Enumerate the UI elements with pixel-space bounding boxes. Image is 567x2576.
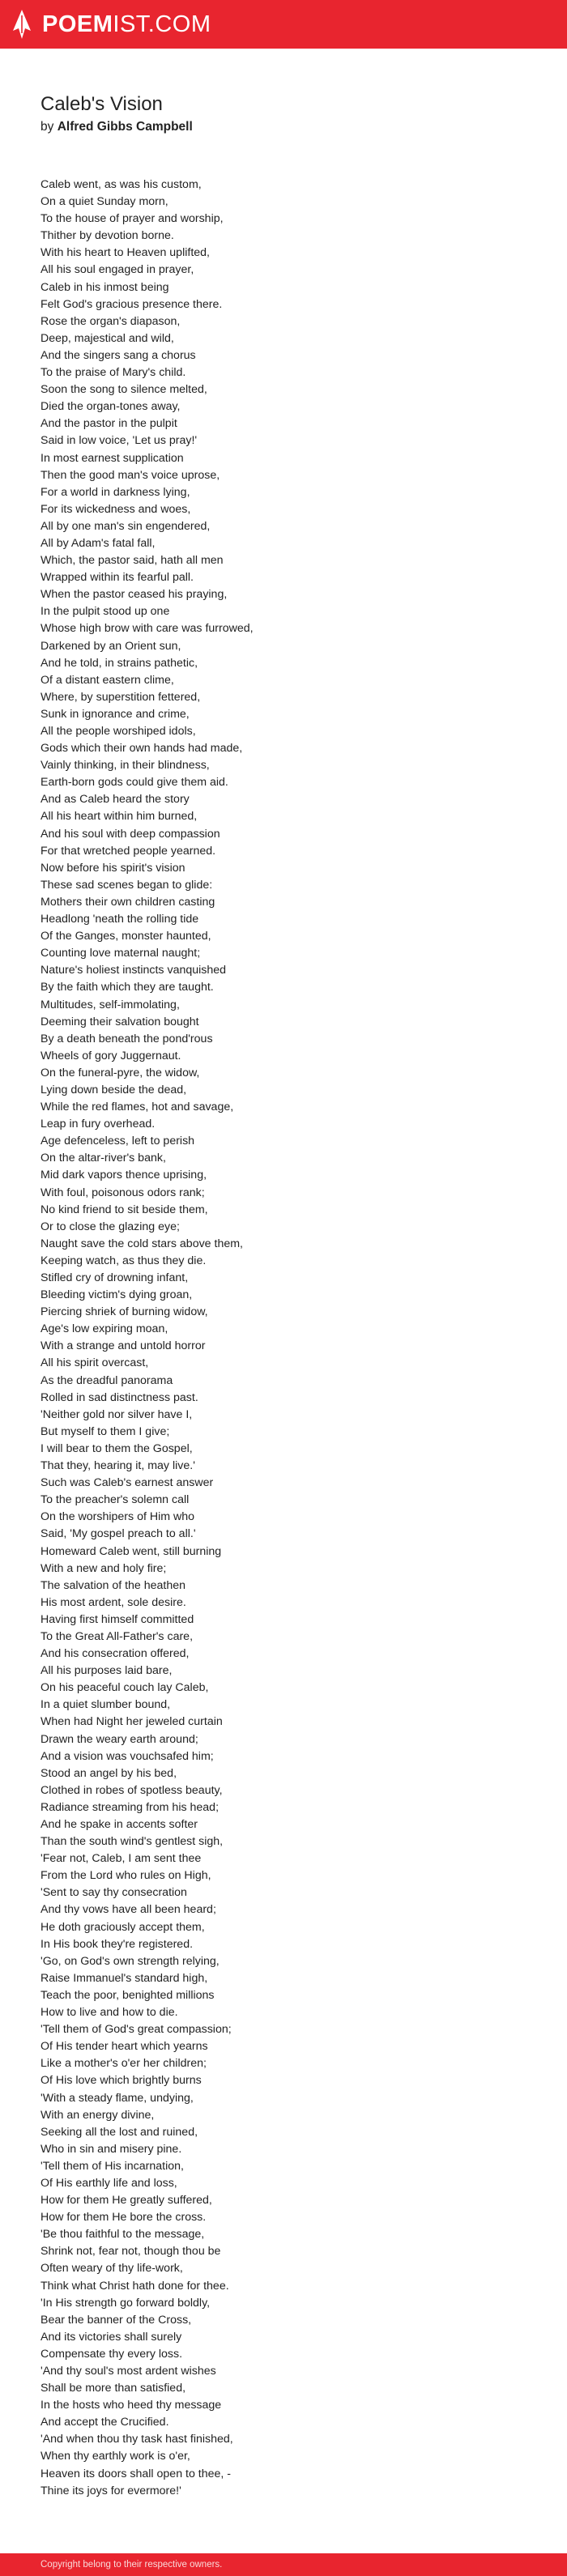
poem-line: For a world in darkness lying,: [40, 485, 190, 499]
poem-line: 'And thy soul's most ardent wishes: [40, 2365, 216, 2378]
poem-line: On the worshipers of Him who: [40, 1510, 195, 1524]
poem-line: Earth-born gods could give them aid.: [40, 776, 228, 790]
poem-line: Bleeding victim's dying groan,: [40, 1288, 193, 1302]
poem-line: Wheels of gory Juggernaut.: [40, 1049, 181, 1062]
poem-line: Piercing shriek of burning widow,: [40, 1305, 208, 1319]
poem-line: I will bear to them the Gospel,: [40, 1441, 193, 1455]
poem-line: Deep, majestical and wild,: [40, 331, 174, 345]
poem-line: All his purposes laid bare,: [40, 1664, 173, 1678]
poem-line: Caleb in his inmost being: [40, 280, 169, 294]
poem-line: Like a mother's o'er her children;: [40, 2057, 207, 2071]
poem-line: On his peaceful couch lay Caleb,: [40, 1681, 209, 1695]
poem-line: In the hosts who heed thy message: [40, 2399, 222, 2412]
poem-line: Compensate thy every loss.: [40, 2347, 183, 2361]
poem-line: Now before his spirit's vision: [40, 861, 185, 875]
poem-line: Multitudes, self-immolating,: [40, 998, 180, 1011]
poem-line: To the preacher's solemn call: [40, 1493, 190, 1507]
poem-line: How to live and how to die.: [40, 2006, 178, 2020]
poem-line: Age's low expiring moan,: [40, 1322, 168, 1336]
poem-line: For that wretched people yearned.: [40, 844, 216, 858]
poem-line: Leap in fury overhead.: [40, 1118, 156, 1131]
poem-line: Of His love which brightly burns: [40, 2074, 202, 2088]
poem-line: On the funeral-pyre, the widow,: [40, 1066, 200, 1079]
poem-line: Thine its joys for evermore!': [40, 2484, 181, 2497]
poem-line: 'Go, on God's own strength relying,: [40, 1954, 220, 1968]
poem-line: But myself to them I give;: [40, 1424, 170, 1438]
poem-line: Radiance streaming from his head;: [40, 1800, 220, 1814]
poem-line: Said in low voice, 'Let us pray!': [40, 434, 198, 448]
poem-line: Deeming their salvation bought: [40, 1015, 199, 1028]
poem-line: Who in sin and misery pine.: [40, 2142, 182, 2156]
poem-line: His most ardent, sole desire.: [40, 1595, 186, 1609]
poem-line: Nature's holiest instincts vanquished: [40, 964, 227, 977]
poem-line: Homeward Caleb went, still burning: [40, 1544, 222, 1558]
poem-line: No kind friend to sit beside them,: [40, 1203, 208, 1216]
poem-line: Whose high brow with care was furrowed,: [40, 622, 254, 636]
poem-line: All by one man's sin engendered,: [40, 519, 211, 533]
poem-line: For its wickedness and woes,: [40, 502, 191, 516]
poem-line: Keeping watch, as thus they die.: [40, 1254, 207, 1267]
poem-line: Sunk in ignorance and crime,: [40, 707, 190, 721]
poem-line: And its victories shall surely: [40, 2330, 182, 2344]
poem-line: Headlong 'neath the rolling tide: [40, 913, 199, 926]
poem-line: 'And when thou thy task hast finished,: [40, 2433, 233, 2446]
poem-line: Age defenceless, left to perish: [40, 1135, 195, 1148]
poem-line: Thither by devotion borne.: [40, 229, 174, 243]
poem-line: And he spake in accents softer: [40, 1818, 198, 1831]
author-link[interactable]: Alfred Gibbs Campbell: [57, 120, 193, 134]
poem-line: Than the south wind's gentlest sigh,: [40, 1835, 224, 1849]
poem-line: Rolled in sad distinctness past.: [40, 1390, 198, 1404]
poem-line: Caleb went, as was his custom,: [40, 178, 202, 191]
poem-line: And he told, in strains pathetic,: [40, 656, 198, 670]
poem-line: When the pastor ceased his praying,: [40, 588, 228, 602]
poem-line: Wrapped within its fearful pall.: [40, 571, 194, 585]
poem-line: Or to close the glazing eye;: [40, 1220, 180, 1233]
poem-line: While the red flames, hot and savage,: [40, 1101, 234, 1114]
poem-line: To the Great All-Father's care,: [40, 1629, 194, 1643]
poem-line: 'Be thou faithful to the message,: [40, 2228, 205, 2242]
poem-line: Shall be more than satisfied,: [40, 2382, 186, 2395]
poem-line: And accept the Crucified.: [40, 2416, 169, 2429]
poem-line: All his spirit overcast,: [40, 1356, 149, 1370]
poem-line: Which, the pastor said, hath all men: [40, 554, 224, 568]
poem-line: Said, 'My gospel preach to all.': [40, 1527, 196, 1541]
poem-line: In the pulpit stood up one: [40, 605, 170, 619]
poem-line: How for them He bore the cross.: [40, 2211, 207, 2225]
poem-line: Rose the organ's diapason,: [40, 314, 181, 328]
poem-line: Of His earthly life and loss,: [40, 2176, 177, 2190]
poem-line: With his heart to Heaven uplifted,: [40, 246, 210, 260]
poem-body: [40, 177, 526, 2500]
byline-prefix: by: [40, 120, 58, 134]
quill-pen-icon: [11, 9, 32, 40]
poem-line: By a death beneath the pond'rous: [40, 1032, 213, 1045]
poem-line: And his consecration offered,: [40, 1647, 190, 1661]
poem-line: 'With a steady flame, undying,: [40, 2091, 194, 2105]
poem-line: Lying down beside the dead,: [40, 1083, 187, 1096]
poem-line: Shrink not, fear not, though thou be: [40, 2245, 221, 2259]
poem-line: Of His tender heart which yearns: [40, 2040, 208, 2054]
logo-text-bold: POEM: [42, 11, 113, 37]
poem-line: Stood an angel by his bed,: [40, 1766, 177, 1780]
poem-line: With a new and holy fire;: [40, 1561, 167, 1575]
logo-text-rest: IST.COM: [113, 11, 211, 37]
poem-line: With an energy divine,: [40, 2108, 155, 2122]
site-footer: [0, 2553, 567, 2576]
poem-line: With foul, poisonous odors rank;: [40, 1186, 205, 1199]
poem-line: With a strange and untold horror: [40, 1339, 206, 1353]
poem-line: Of a distant eastern clime,: [40, 673, 174, 687]
poem-line: Then the good man's voice uprose,: [40, 468, 220, 482]
poem-line: All his heart within him burned,: [40, 810, 198, 824]
poem-line: And thy vows have all been heard;: [40, 1903, 216, 1917]
poem-line: Such was Caleb's earnest answer: [40, 1476, 214, 1490]
poem-line: And a vision was vouchsafed him;: [40, 1749, 214, 1763]
poem-line: Vainly thinking, in their blindness,: [40, 759, 210, 773]
poem-line: Darkened by an Orient sun,: [40, 639, 181, 653]
poem-line: Seeking all the lost and ruined,: [40, 2125, 198, 2139]
poem-line: From the Lord who rules on High,: [40, 1869, 211, 1883]
poem-line: Naught save the cold stars above them,: [40, 1237, 243, 1250]
poem-line: And the singers sang a chorus: [40, 348, 196, 362]
poem-line: 'Sent to say thy consecration: [40, 1886, 187, 1900]
poem-line: 'Neither gold nor silver have I,: [40, 1407, 193, 1421]
poem-line: Often weary of thy life-work,: [40, 2262, 183, 2276]
poem-line: Counting love maternal naught;: [40, 947, 201, 960]
copyright-text: Copyright belong to their respective owners.: [40, 2560, 223, 2570]
poem-line: Gods which their own hands had made,: [40, 742, 243, 756]
poem-line: Soon the song to silence melted,: [40, 383, 207, 397]
poem-line: On a quiet Sunday morn,: [40, 195, 168, 209]
poem-line: Bear the banner of the Cross,: [40, 2313, 192, 2327]
poem-line: In most earnest supplication: [40, 451, 184, 465]
poem-line: All by Adam's fatal fall,: [40, 536, 156, 550]
poem-line: In a quiet slumber bound,: [40, 1698, 171, 1712]
poem-line: Felt God's gracious presence there.: [40, 297, 223, 311]
poem-line: Died the organ-tones away,: [40, 400, 181, 414]
poem-line: Think what Christ hath done for thee.: [40, 2279, 229, 2293]
poem-line: Heaven its doors shall open to thee, -: [40, 2467, 232, 2480]
poem-line: 'Tell them of God's great compassion;: [40, 2023, 232, 2037]
poem-line: As the dreadful panorama: [40, 1373, 173, 1387]
poem-line: All his soul engaged in prayer,: [40, 263, 194, 277]
poem-line: Mothers their own children casting: [40, 895, 215, 909]
poem-line: The salvation of the heathen: [40, 1578, 186, 1592]
byline: [40, 119, 193, 135]
poem-line: Drawn the weary earth around;: [40, 1732, 198, 1746]
poem-line: Having first himself committed: [40, 1612, 194, 1626]
poem-title: Caleb's Vision: [40, 93, 163, 115]
poem-line: 'In His strength go forward boldly,: [40, 2296, 211, 2310]
site-header: [0, 0, 567, 49]
poem-line: These sad scenes began to glide:: [40, 878, 213, 892]
poem-line: In His book they're registered.: [40, 1937, 194, 1951]
poem-line: On the altar-river's bank,: [40, 1152, 166, 1165]
poem-line: Where, by superstition fettered,: [40, 690, 201, 704]
poem-line: Mid dark vapors thence uprising,: [40, 1169, 207, 1182]
poem-line: Clothed in robes of spotless beauty,: [40, 1783, 223, 1797]
poem-line: And his soul with deep compassion: [40, 827, 220, 841]
poem-line: And the pastor in the pulpit: [40, 417, 177, 431]
poem-line: When had Night her jeweled curtain: [40, 1715, 223, 1729]
poem-line: Of the Ganges, monster haunted,: [40, 930, 211, 943]
poem-line: Teach the poor, benighted millions: [40, 1988, 215, 2002]
poem-line: When thy earthly work is o'er,: [40, 2450, 190, 2463]
poem-line: Stifled cry of drowning infant,: [40, 1271, 189, 1284]
poem-line: That they, hearing it, may live.': [40, 1459, 195, 1473]
poem-line: To the house of prayer and worship,: [40, 212, 224, 226]
site-logo[interactable]: [11, 8, 211, 40]
poem-line: He doth graciously accept them,: [40, 1920, 205, 1934]
poem-line: How for them He greatly suffered,: [40, 2194, 212, 2208]
poem-line: To the praise of Mary's child.: [40, 366, 186, 380]
poem-line: By the faith which they are taught.: [40, 981, 214, 994]
poem-line: Raise Immanuel's standard high,: [40, 1971, 208, 1985]
poem-line: 'Tell them of His incarnation,: [40, 2159, 184, 2173]
poem-line: 'Fear not, Caleb, I am sent thee: [40, 1852, 202, 1866]
poem-line: All the people worshiped idols,: [40, 725, 196, 738]
logo-text: [42, 8, 211, 40]
poem-line: And as Caleb heard the story: [40, 793, 190, 807]
